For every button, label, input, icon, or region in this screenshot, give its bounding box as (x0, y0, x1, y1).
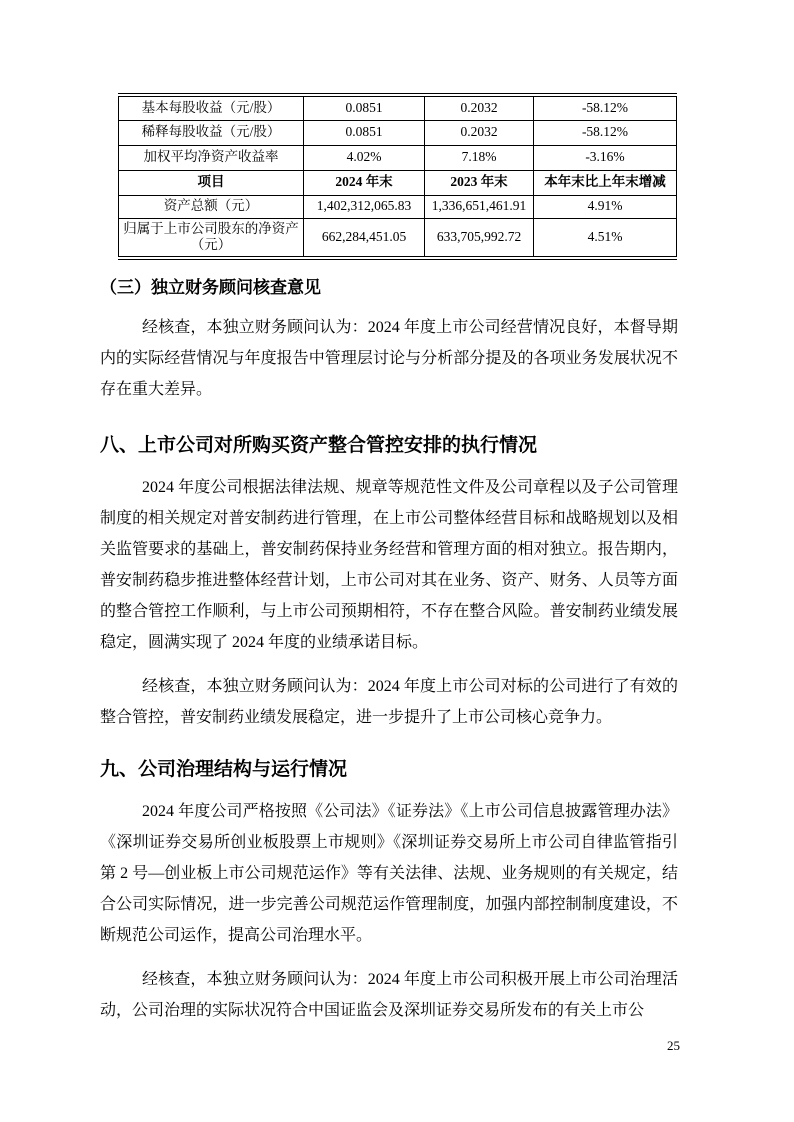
value-2024: 0.0851 (304, 120, 425, 145)
section-heading-9: 九、公司治理结构与运行情况 (100, 759, 348, 781)
value-2023: 0.2032 (425, 95, 534, 120)
section-8-paragraph-1: 2024 年度公司根据法律法规、规章等规范性文件及公司章程以及子公司管理制度的相关规定对普安制药进行管理，在上市公司整体经营目标和战略规划以及相关监管要求的基础上，普安制药保持业务经营和管理方面的相对独立。报告期内，普安制药稳步推进整体经营计划，上市公司对其在业务、资产、财务、人员等方面的整合管控工作顺利，与上市公司预期相符，不存在整合风险。普安制药业绩发展稳定，圆满实现了 2024 年度的业绩承诺目标。 (100, 479, 678, 652)
value-2024: 1,402,312,065.83 (304, 195, 425, 218)
page-content (100, 93, 678, 1026)
table-row (119, 195, 677, 218)
value-change: 4.91% (534, 195, 677, 218)
value-2023: 7.18% (425, 145, 534, 170)
section-8-paragraph-2: 经核查，本独立财务顾问认为：2024 年度上市公司对标的公司进行了有效的整合管控，普安制药业绩发展稳定，进一步提升了上市公司核心竞争力。 (100, 678, 678, 727)
value-change: -58.12% (534, 95, 677, 120)
value-2024: 4.02% (304, 145, 425, 170)
row-label: 资产总额（元） (119, 195, 304, 218)
value-2024: 0.0851 (304, 95, 425, 120)
header-change: 本年末比上年末增减 (534, 170, 677, 195)
table-row (119, 120, 677, 145)
header-2023: 2023 年末 (425, 170, 534, 195)
section-3-paragraph: 经核查，本独立财务顾问认为：2024 年度上市公司经营情况良好，本督导期内的实际经营情况与年度报告中管理层讨论与分析部分提及的各项业务发展状况不存在重大差异。 (100, 319, 678, 399)
value-2023: 633,705,992.72 (425, 218, 534, 258)
value-change: 4.51% (534, 218, 677, 258)
header-item: 项目 (119, 170, 304, 195)
value-change: -58.12% (534, 120, 677, 145)
section-heading-8: 八、上市公司对所购买资产整合管控安排的执行情况 (100, 435, 538, 457)
value-2023: 1,336,651,461.91 (425, 195, 534, 218)
row-label: 归属于上市公司股东的净资产（元） (119, 218, 304, 258)
section-9-paragraph-1: 2024 年度公司严格按照《公司法》《证券法》《上市公司信息披露管理办法》《深圳证券交易所创业板股票上市规则》《深圳证券交易所上市公司自律监管指引第 2 号—创业板上市公司规范运作》等有关法律、法规、业务规则的有关规定，结合公司实际情况，进一步完善公司规范运作管理制度，加强内部控制制度建设，不断规范公司运作，提高公司治理水平。 (100, 803, 678, 945)
table-row (119, 145, 677, 170)
value-2024: 662,284,451.05 (304, 218, 425, 258)
financial-table (118, 93, 677, 260)
section-9-paragraph-2: 经核查，本独立财务顾问认为：2024 年度上市公司积极开展上市公司治理活动，公司治理的实际状况符合中国证监会及深圳证券交易所发布的有关上市公 (100, 971, 678, 1020)
page-number: 25 (667, 1038, 680, 1053)
row-label: 稀释每股收益（元/股） (119, 120, 304, 145)
value-change: -3.16% (534, 145, 677, 170)
financial-summary-table (118, 93, 676, 260)
section-heading-3: （三）独立财务顾问核查意见 (100, 278, 321, 298)
value-2023: 0.2032 (425, 120, 534, 145)
row-label: 加权平均净资产收益率 (119, 145, 304, 170)
table-row (119, 95, 677, 120)
header-2024: 2024 年末 (304, 170, 425, 195)
row-label: 基本每股收益（元/股） (119, 95, 304, 120)
table-header-row (119, 170, 677, 195)
table-row (119, 218, 677, 258)
